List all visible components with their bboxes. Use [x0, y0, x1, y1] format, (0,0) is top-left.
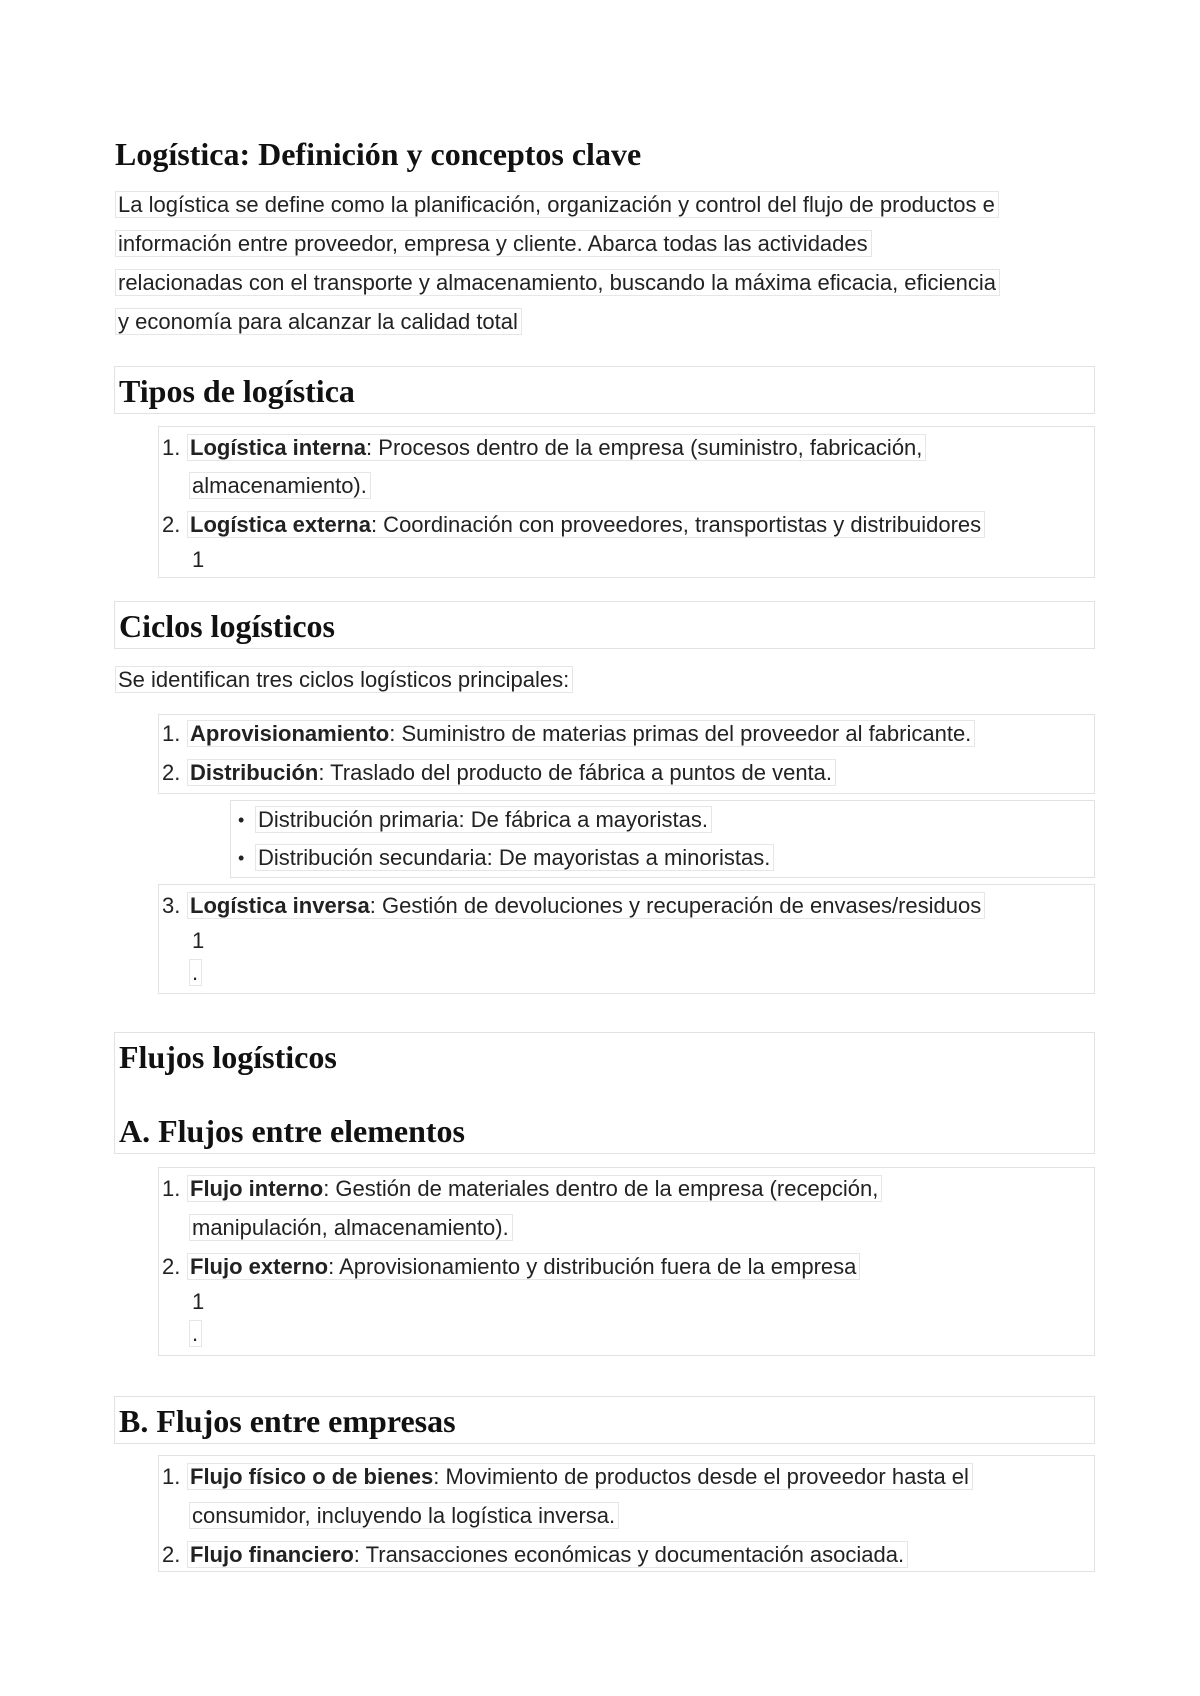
section-flujos-heading-box [114, 1032, 1095, 1154]
section-tipos-heading-box [114, 366, 1095, 414]
item-term: Logística inversa [190, 893, 370, 918]
subsection-heading: B. Flujos entre empresas [119, 1403, 456, 1439]
ciclos-sublist [230, 800, 1095, 878]
list-item [187, 757, 836, 789]
section-heading: Flujos logísticos [119, 1039, 337, 1075]
item-term: Flujo físico o de bienes [190, 1464, 434, 1489]
intro-line: y economía para alcanzar la calidad total [115, 308, 522, 335]
item-continuation: 1 [192, 1289, 205, 1314]
list-number: 2. [162, 760, 181, 785]
flujos-b-list [158, 1455, 1095, 1572]
item-continuation: manipulación, almacenamiento). [189, 1214, 513, 1241]
bullet: • [238, 848, 245, 868]
flujos-a-list [158, 1167, 1095, 1356]
section-heading: Ciclos logísticos [119, 608, 335, 644]
page-title: Logística: Definición y conceptos clave [115, 136, 642, 172]
list-number: 1. [162, 1464, 181, 1489]
list-number: 2. [162, 1254, 181, 1279]
list-item [187, 1251, 860, 1283]
subsection-heading: A. Flujos entre elementos [119, 1113, 465, 1149]
item-term: Flujo externo [190, 1254, 329, 1279]
section-heading: Tipos de logística [119, 373, 355, 409]
tipos-list [158, 426, 1095, 578]
item-text: : Traslado del producto de fábrica a puntos de venta. [318, 760, 833, 785]
section-ciclos-heading-box [114, 601, 1095, 649]
item-text: : Movimiento de productos desde el proveedor hasta el [433, 1464, 969, 1489]
item-text: : Coordinación con proveedores, transportistas y distribuidores [370, 512, 982, 537]
ciclos-intro: Se identifican tres ciclos logísticos principales: [115, 666, 573, 693]
item-continuation: almacenamiento). [189, 472, 371, 499]
intro-line: información entre proveedor, empresa y cliente. Abarca todas las actividades [115, 230, 872, 257]
list-item [187, 890, 985, 922]
item-continuation: . [189, 1320, 202, 1347]
item-text: : Procesos dentro de la empresa (suministro, fabricación, [366, 435, 923, 460]
item-text: : Gestión de materiales dentro de la empresa (recepción, [323, 1176, 879, 1201]
item-term: Logística interna [190, 435, 367, 460]
item-continuation: 1 [192, 547, 205, 572]
item-text: : Gestión de devoluciones y recuperación de envases/residuos [369, 893, 982, 918]
list-number: 2. [162, 1542, 181, 1567]
intro-line: La logística se define como la planificación, organización y control del flujo de productos e [115, 191, 999, 218]
list-item: Distribución primaria: De fábrica a mayoristas. [255, 806, 712, 833]
item-continuation: consumidor, incluyendo la logística inversa. [189, 1502, 619, 1529]
list-item [187, 509, 985, 541]
item-continuation: . [189, 959, 202, 986]
ciclos-list-item-3 [158, 884, 1095, 994]
list-number: 1. [162, 721, 181, 746]
ciclos-list [158, 714, 1095, 794]
list-item [187, 1461, 973, 1493]
subsection-b-heading-box [114, 1396, 1095, 1444]
bullet: • [238, 810, 245, 830]
list-number: 1. [162, 1176, 181, 1201]
list-number: 2. [162, 512, 181, 537]
item-term: Aprovisionamiento [190, 721, 390, 746]
item-term: Distribución [190, 760, 319, 785]
list-number: 3. [162, 893, 181, 918]
list-item [187, 1539, 908, 1571]
item-text: : Transacciones económicas y documentación asociada. [353, 1542, 905, 1567]
list-item [187, 432, 926, 464]
item-text: : Aprovisionamiento y distribución fuera de la empresa [328, 1254, 857, 1279]
list-number: 1. [162, 435, 181, 460]
item-term: Flujo financiero [190, 1542, 354, 1567]
list-item [187, 718, 975, 750]
item-text: : Suministro de materias primas del proveedor al fabricante. [389, 721, 972, 746]
item-term: Logística externa [190, 512, 371, 537]
item-continuation: 1 [192, 928, 205, 953]
list-item [187, 1173, 882, 1205]
item-term: Flujo interno [190, 1176, 324, 1201]
list-item: Distribución secundaria: De mayoristas a minoristas. [255, 844, 774, 871]
intro-line: relacionadas con el transporte y almacenamiento, buscando la máxima eficacia, eficiencia [115, 269, 1000, 296]
